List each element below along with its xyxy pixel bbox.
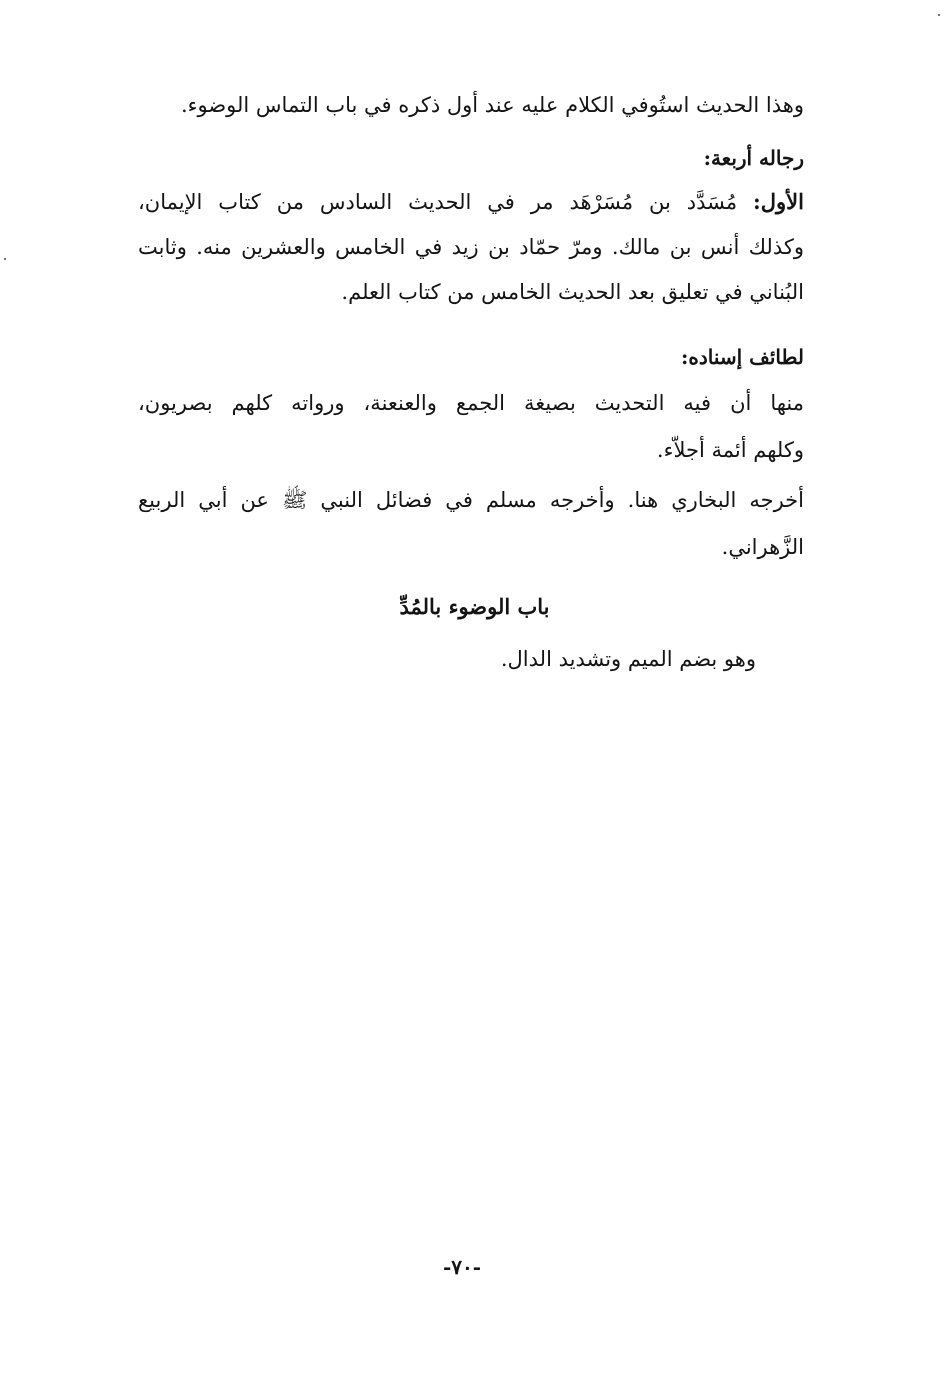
paragraph-line: البُناني في تعليق بعد الحديث الخامس من كتاب العلم. [341,280,804,304]
scan-mark [938,14,940,16]
paragraph-line: الزَّهراني. [721,535,804,559]
paragraph-line: أخرجه البخاري هنا. وأخرجه مسلم في فضائل النبي ﷺ عن أبي الربيع [138,488,804,512]
paragraph-text: مُسَدَّد بن مُسَرْهَد مر في الحديث السادس من كتاب الإيمان، [138,190,754,214]
paragraph-line [138,185,804,219]
chapter-note: وهو بضم الميم وتشديد الدال. [500,647,756,671]
section-heading-lataif: لطائف إسناده: [680,345,804,369]
paragraph-line: وكذلك أنس بن مالك. ومرّ حمّاد بن زيد في الخامس والعشرين منه. وثابت [138,235,804,259]
chapter-title: باب الوضوء بالمُدِّ [399,594,550,619]
paragraph-label: الأول: [753,189,804,214]
page-number: -٧٠- [442,1255,482,1279]
paragraph-line: منها أن فيه التحديث بصيغة الجمع والعنعنة، ورواته كلهم بصريون، [138,391,804,415]
section-heading-rijal: رجاله أربعة: [703,146,804,170]
paragraph-line: وكلهم أئمة أجلاّء. [656,438,804,462]
scan-mark [4,258,6,260]
paragraph-line: وهذا الحديث استُوفي الكلام عليه عند أول ذكره في باب التماس الوضوء. [180,93,804,117]
